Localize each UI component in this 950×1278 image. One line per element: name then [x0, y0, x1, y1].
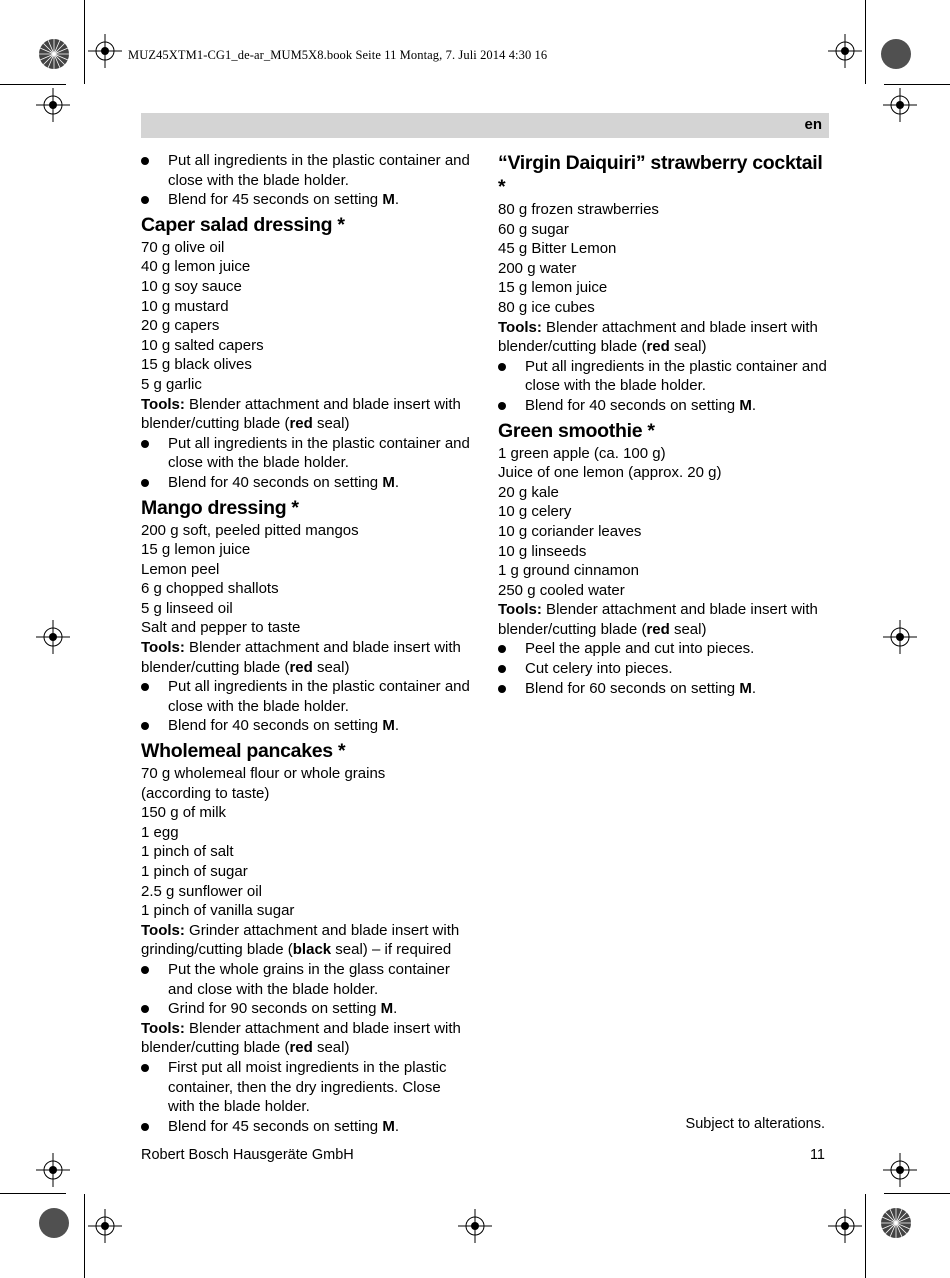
registration-target-icon	[88, 34, 122, 68]
mango-ingredient-list	[141, 521, 481, 639]
caper-bullet-2	[141, 473, 481, 493]
ingredient-item: 150 g of milk	[141, 804, 227, 822]
ingredient-item: 10 g celery	[498, 503, 572, 521]
language-bar	[141, 113, 829, 138]
smoothie-tools	[498, 600, 834, 639]
ingredient-item: 15 g lemon juice	[141, 541, 251, 559]
period: .	[393, 1000, 398, 1018]
mango-title: Mango dressing *	[141, 496, 299, 519]
subject-to-alterations: Subject to alterations.	[685, 1116, 825, 1132]
setting-label: M	[739, 396, 752, 414]
smoothie-bullet-2: Cut celery into pieces.	[498, 659, 834, 679]
mango-tools	[141, 638, 481, 677]
ingredient-item: 20 g capers	[141, 317, 220, 335]
tools-seal: red	[289, 658, 313, 676]
tools-end: seal)	[669, 620, 707, 638]
registration-target-icon	[36, 1153, 70, 1187]
pancakes-bullet-4-text: Blend for 45 seconds on setting	[168, 1117, 383, 1135]
tools-label: Tools:	[498, 601, 542, 619]
ingredient-item: 15 g black olives	[141, 356, 252, 374]
ingredient-item: Lemon peel	[141, 560, 220, 578]
tools-label: Tools:	[141, 639, 185, 657]
gray-dot-icon	[38, 1207, 70, 1239]
smoothie-ingredient-list	[498, 444, 834, 601]
daiquiri-ingredient-list	[498, 200, 834, 318]
smoothie-bullet-1: Peel the apple and cut into pieces.	[498, 639, 834, 659]
caper-ingredient-list	[141, 238, 481, 395]
registration-target-icon	[883, 1153, 917, 1187]
pancakes-tools-blender	[141, 1019, 481, 1058]
ingredient-item: 40 g lemon juice	[141, 258, 251, 276]
tools-label: Tools:	[141, 395, 185, 413]
registration-target-icon	[36, 88, 70, 122]
ingredient-item: 10 g mustard	[141, 297, 229, 315]
ingredient-item: 5 g linseed oil	[141, 599, 233, 617]
intro-bullet-2-period: .	[394, 191, 399, 209]
mango-bullet-2-text: Blend for 40 seconds on setting	[168, 717, 383, 735]
ingredient-item: 1 pinch of sugar	[141, 863, 248, 880]
tools-seal: red	[646, 620, 670, 638]
ingredient-item: 1 green apple (ca. 100 g)	[498, 444, 666, 462]
ingredient-item: 200 g soft, peeled pitted mangos	[141, 521, 359, 539]
ingredient-item: 80 g ice cubes	[498, 298, 595, 316]
pancakes-bullet-1: Put the whole grains in the glass container and close with the blade holder.	[141, 960, 481, 999]
registration-target-icon	[828, 1209, 862, 1243]
pancakes-bullet-2-text: Grind for 90 seconds on setting	[168, 1000, 381, 1018]
tools-seal: red	[646, 338, 670, 356]
crop-line	[0, 84, 66, 85]
ingredient-item: 250 g cooled water	[498, 581, 625, 599]
ingredient-item: Juice of one lemon (approx. 20 g)	[498, 464, 722, 482]
ingredient-item: 1 pinch of salt	[141, 843, 234, 861]
tools-text: Blender attachment and blade insert with blender/cutting blade (	[141, 395, 461, 433]
ingredient-item: 1 pinch of vanilla sugar	[141, 902, 295, 920]
setting-label: M	[382, 1117, 395, 1135]
pancakes-bullet-4	[141, 1117, 481, 1137]
intro-bullet-2-setting: M	[382, 191, 395, 209]
pancakes-bullet-3: First put all moist ingredients in the plastic container, then the dry ingredients. Close with the blade holder.	[141, 1058, 481, 1117]
crop-line	[84, 0, 85, 84]
ingredient-item: 80 g frozen strawberries	[498, 201, 659, 218]
setting-label: M	[382, 473, 395, 491]
registration-target-icon	[883, 88, 917, 122]
pancakes-bullet-2	[141, 999, 481, 1019]
intro-bullet-1: Put all ingredients in the plastic container and close with the blade holder.	[141, 151, 481, 190]
crop-line	[865, 0, 866, 84]
period: .	[751, 679, 756, 697]
daiquiri-tools	[498, 318, 834, 357]
crop-line	[884, 1193, 950, 1194]
star-target-icon	[38, 38, 70, 70]
tools-text: Blender attachment and blade insert with blender/cutting blade (	[498, 318, 818, 356]
tools-end: seal) – if required	[331, 941, 452, 959]
daiquiri-bullet-2-text: Blend for 40 seconds on setting	[525, 396, 740, 414]
crop-line	[0, 1193, 66, 1194]
tools-text: Blender attachment and blade insert with blender/cutting blade (	[498, 601, 818, 638]
ingredient-item: 45 g Bitter Lemon	[498, 240, 617, 258]
crop-line	[865, 1194, 866, 1278]
ingredient-item: 70 g wholemeal flour or whole grains (according to taste)	[141, 765, 386, 802]
print-header: MUZ45XTM1-CG1_de-ar_MUM5X8.book Seite 11 Montag, 7. Juli 2014 4:30 16	[128, 48, 548, 62]
registration-target-icon	[88, 1209, 122, 1243]
ingredient-item: 1 g ground cinnamon	[498, 562, 639, 580]
setting-label: M	[739, 679, 752, 697]
caper-bullet-2-text: Blend for 40 seconds on setting	[168, 473, 383, 491]
ingredient-item: 10 g soy sauce	[141, 277, 242, 295]
smoothie-bullet-3	[498, 679, 834, 699]
footer-company: Robert Bosch Hausgeräte GmbH	[141, 1147, 354, 1163]
pancakes-tools-grinder	[141, 921, 461, 960]
ingredient-item: 1 egg	[141, 823, 179, 841]
tools-seal: red	[289, 415, 313, 433]
registration-target-icon	[458, 1209, 492, 1243]
ingredient-item: 10 g salted capers	[141, 336, 264, 354]
star-target-icon	[880, 1207, 912, 1239]
mango-bullet-2	[141, 716, 481, 736]
tools-seal: black	[292, 941, 332, 959]
ingredient-item: 2.5 g sunflower oil	[141, 882, 262, 900]
period: .	[751, 396, 756, 414]
tools-seal: red	[289, 1039, 313, 1057]
smoothie-title: Green smoothie *	[498, 419, 655, 442]
daiquiri-bullet-1: Put all ingredients in the plastic container and close with the blade holder.	[498, 357, 834, 396]
tools-label: Tools:	[141, 1019, 185, 1037]
tools-end: seal)	[312, 415, 350, 433]
registration-target-icon	[36, 620, 70, 654]
tools-end: seal)	[312, 1039, 350, 1057]
caper-bullet-1: Put all ingredients in the plastic container and close with the blade holder.	[141, 434, 481, 473]
smoothie-bullet-3-text: Blend for 60 seconds on setting	[525, 679, 740, 697]
ingredient-item: 20 g kale	[498, 483, 559, 501]
daiquiri-bullet-2	[498, 396, 834, 416]
period: .	[394, 717, 399, 735]
crop-line	[884, 84, 950, 85]
setting-label: M	[380, 1000, 394, 1018]
intro-bullet-2-text: Blend for 45 seconds on setting	[168, 191, 383, 209]
tools-label: Tools:	[498, 318, 542, 336]
registration-target-icon	[828, 34, 862, 68]
tools-label: Tools:	[141, 921, 185, 939]
right-column	[498, 151, 834, 698]
left-column	[141, 151, 481, 1136]
caper-title: Caper salad dressing *	[141, 213, 345, 236]
ingredient-item: 5 g garlic	[141, 375, 202, 393]
pancakes-ingredient-list	[141, 764, 481, 921]
page-number: 11	[809, 1147, 825, 1163]
tools-text: Blender attachment and blade insert with blender/cutting blade (	[141, 639, 461, 676]
daiquiri-title: “Virgin Daiquiri” strawberry cocktail *	[498, 152, 823, 198]
tools-text: Grinder attachment and blade insert with grinding/cutting blade (	[141, 921, 460, 959]
pancakes-title: Wholemeal pancakes *	[141, 740, 346, 763]
mango-bullet-1: Put all ingredients in the plastic container and close with the blade holder.	[141, 677, 481, 716]
tools-end: seal)	[669, 338, 707, 356]
registration-target-icon	[883, 620, 917, 654]
ingredient-item: 200 g water	[498, 259, 577, 277]
ingredient-item: 10 g linseeds	[498, 542, 587, 560]
ingredient-item: 6 g chopped shallots	[141, 580, 279, 598]
caper-tools	[141, 395, 481, 434]
language-code: en	[804, 116, 822, 133]
intro-bullet-2	[141, 190, 481, 210]
period: .	[394, 1117, 399, 1135]
ingredient-item: 10 g coriander leaves	[498, 522, 642, 540]
setting-label: M	[382, 717, 395, 735]
ingredient-item: Salt and pepper to taste	[141, 619, 301, 637]
tools-text: Blender attachment and blade insert with blender/cutting blade (	[141, 1019, 461, 1057]
tools-end: seal)	[312, 658, 350, 676]
crop-line	[84, 1194, 85, 1278]
ingredient-item: 60 g sugar	[498, 220, 569, 238]
gray-dot-icon	[880, 38, 912, 70]
period: .	[394, 473, 399, 491]
ingredient-item: 15 g lemon juice	[498, 279, 608, 297]
ingredient-item: 70 g olive oil	[141, 238, 225, 256]
